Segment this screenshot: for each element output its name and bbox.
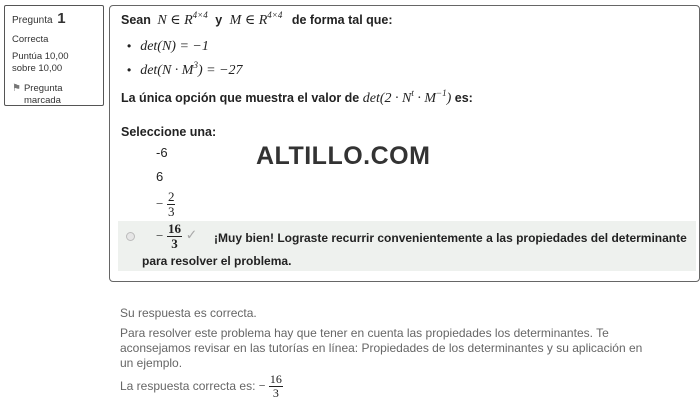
flag-label-line-2: marcada [23, 95, 61, 107]
option-4-denominator: 3 [171, 235, 178, 251]
option-3-fraction [167, 190, 176, 218]
option-4-radio[interactable] [126, 232, 135, 241]
correct-answer-label: La respuesta correcta es: [120, 379, 256, 394]
option-4-fraction [167, 222, 182, 250]
select-one-label: Seleccione una: [121, 125, 217, 139]
watermark: ALTILLO.COM [256, 142, 431, 170]
statement-n-math [157, 10, 208, 28]
explanation-text [120, 326, 642, 371]
option-2[interactable] [156, 169, 163, 184]
option-2-label: 6 [156, 169, 164, 184]
prompt-math-right: ) [446, 91, 452, 106]
set-r-2: R [258, 13, 268, 28]
elem-of-symbol: ∈ [170, 13, 181, 28]
dims-sup-n: 4×4 [192, 10, 208, 20]
flag-label-line-1: Pregunta [23, 83, 63, 95]
statement-m-math [229, 10, 283, 28]
option-4-selected-row[interactable] [118, 221, 696, 271]
option-3-numerator: 2 [167, 189, 175, 204]
prompt-exp-t: t [411, 88, 414, 98]
prompt-right-text: es: [454, 91, 473, 105]
question-score [12, 51, 96, 75]
check-icon: ✓ [185, 226, 198, 243]
option-4-sign: − [156, 228, 164, 244]
flag-label [24, 83, 63, 107]
explanation-line-3: un ejemplo. [120, 356, 183, 370]
option-1-label: -6 [156, 145, 168, 160]
flag-icon: ⚑ [12, 83, 21, 95]
set-r: R [184, 13, 193, 28]
option-3-denominator: 3 [167, 203, 175, 219]
matrix-n: N [157, 13, 167, 28]
result-message: Su respuesta es correcta. [120, 306, 257, 320]
option-3-sign: − [156, 196, 164, 212]
condition-2-left: det(N · M [140, 63, 194, 78]
matrix-m: M [229, 13, 242, 28]
elem-of-symbol-2: ∈ [244, 13, 256, 28]
statement-and: y [215, 13, 223, 27]
flag-question-toggle[interactable] [12, 83, 96, 107]
condition-bullet-2: • $\det(N \cdot M^3) = -27$ [127, 60, 243, 78]
score-line-1: Puntúa 10,00 [12, 50, 69, 62]
question-statement [121, 12, 393, 29]
dims-sup-m: 4×4 [267, 10, 283, 20]
prompt-left-text: La única opción que muestra el valor de [121, 91, 360, 105]
correct-answer-sign: − [258, 378, 266, 393]
question-prompt [121, 88, 473, 107]
explanation-line-1: Para resolver este problema hay que tener en cuenta las propiedades los determinantes. Te [120, 326, 609, 340]
question-status: Correcta [12, 33, 49, 45]
condition-2-right: ) = −27 [197, 63, 243, 78]
prompt-math [362, 88, 452, 106]
option-feedback-line-2: para resolver el problema. [142, 254, 292, 268]
condition-2-exp: 3 [193, 60, 198, 70]
question-info-panel [4, 5, 104, 106]
option-4 [156, 222, 197, 250]
option-4-numerator: 16 [167, 221, 181, 236]
prompt-math-mid: · M [413, 91, 437, 106]
option-1[interactable] [156, 145, 168, 160]
explanation-line-2: aconsejamos revisar en las tutorías en línea: Propiedades de los determinantes y su aplicación en [120, 341, 643, 355]
correct-answer-line [120, 373, 283, 399]
question-label: Pregunta [12, 15, 53, 26]
correct-answer-fraction [269, 373, 283, 399]
prompt-exp-inv: −1 [436, 88, 447, 98]
correct-answer-numerator: 16 [269, 372, 282, 386]
question-number: 1 [57, 10, 66, 27]
correct-answer-denominator: 3 [272, 385, 279, 400]
option-feedback-line-1: ¡Muy bien! Lograste recurrir convenientemente a las propiedades del determinante [214, 231, 687, 245]
condition-1-text: det(N) = −1 [140, 39, 209, 54]
prompt-math-left: det(2 · N [362, 91, 412, 106]
condition-bullet-1: • det(N) = −1 [127, 39, 209, 54]
option-3[interactable] [156, 190, 175, 218]
statement-such-that: de forma tal que: [291, 13, 393, 27]
question-number-heading [12, 10, 96, 29]
statement-intro: Sean [121, 13, 151, 27]
question-content [109, 5, 700, 282]
score-line-2: sobre 10,00 [12, 62, 63, 74]
condition-2-text [140, 60, 243, 78]
